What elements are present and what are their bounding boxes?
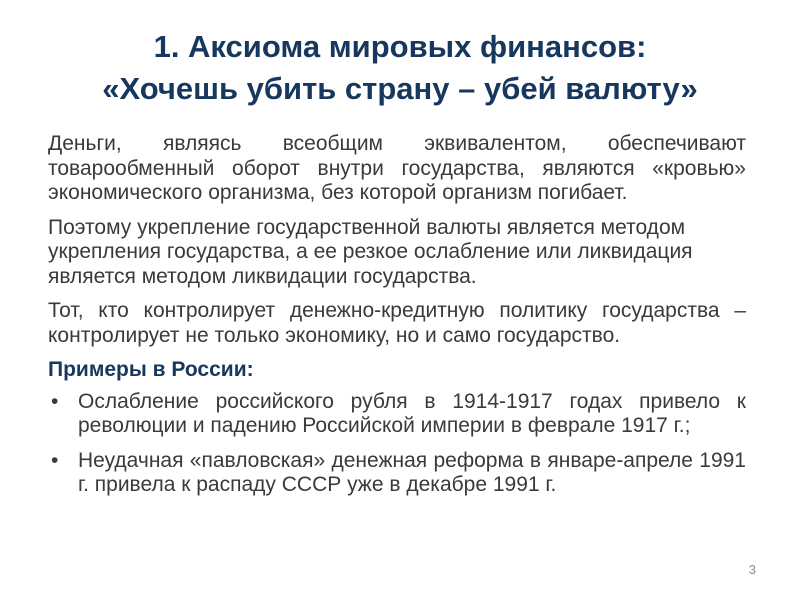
title-line-2: «Хочешь убить страну – убей валюту»	[102, 71, 698, 106]
bullet-text: Ослабление российского рубля в 1914-1917 годах привело к революции и падению Российской империи в феврале 1917 г.;	[78, 389, 746, 437]
list-item	[48, 449, 746, 498]
paragraph-monetary-control: Тот, кто контролирует денежно-кредитную политику государства – контролирует не только экономику, но и само государство.	[48, 299, 746, 347]
title-line-1: 1. Аксиома мировых финансов:	[153, 29, 647, 64]
bullet-icon: •	[51, 448, 59, 472]
slide-title	[20, 26, 780, 110]
page-number: 3	[748, 562, 756, 577]
bullet-icon: •	[51, 389, 59, 413]
slide-body	[48, 132, 746, 508]
bullet-text: Неудачная «павловская» денежная реформа в январе-апреле 1991 г. привела к распаду СССР уже в декабре 1991 г.	[78, 448, 746, 496]
paragraph-money: Деньги, являясь всеобщим эквивалентом, обеспечивают товарообменный оборот внутри государства, являются «кровью» экономического организма, без которой организм погибает.	[48, 132, 746, 204]
list-item	[48, 390, 746, 439]
examples-heading: Примеры в России:	[48, 358, 254, 381]
paragraph-currency-strength: Поэтому укрепление государственной валюты является методом укрепления государства, а ее резкое ослабление или ликвидация является методом ликвидации государства.	[48, 215, 693, 288]
